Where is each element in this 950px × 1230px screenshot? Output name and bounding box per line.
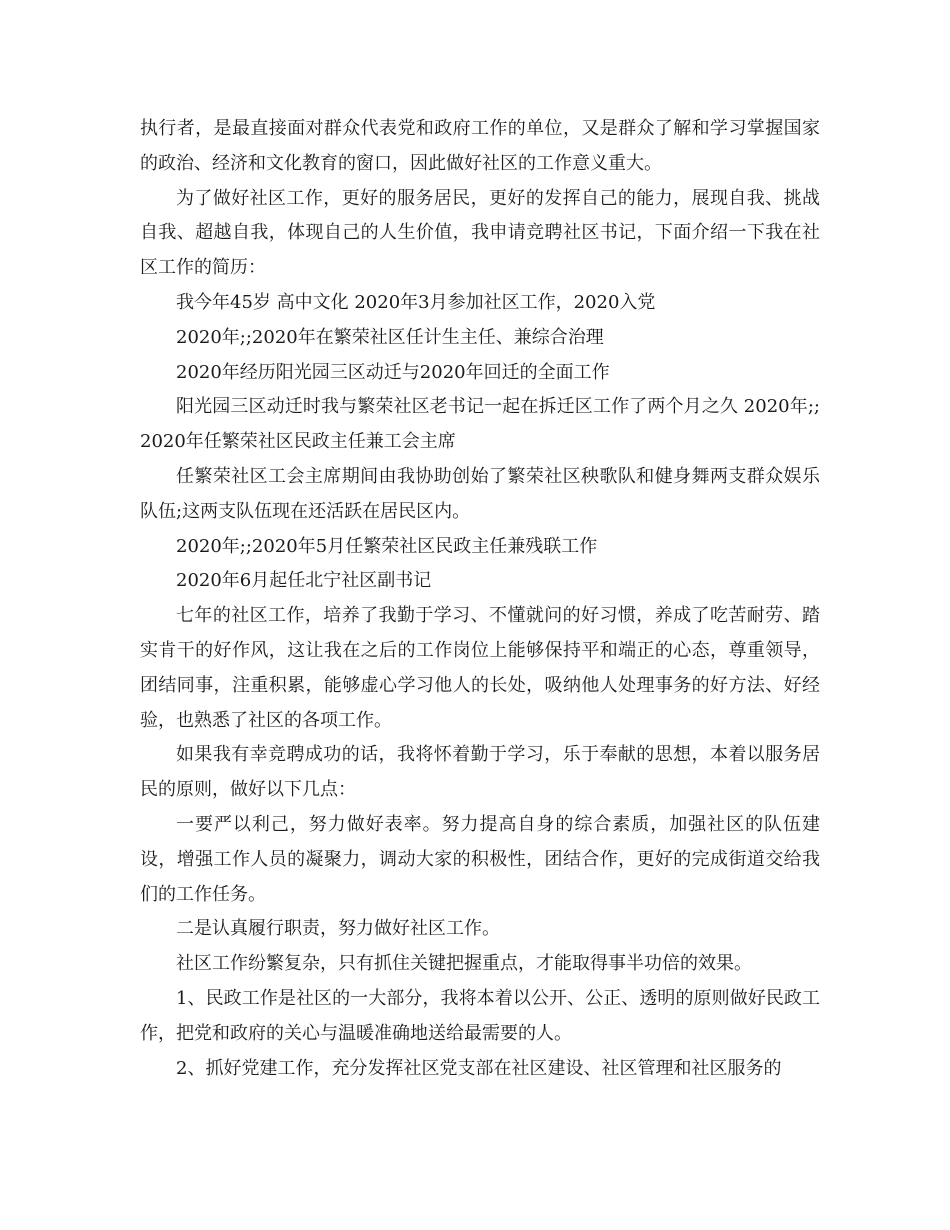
paragraph: 2020年;;2020年在繁荣社区任计生主任、兼综合治理: [176, 326, 604, 348]
paragraph: 二是认真履行职责，努力做好社区工作。: [176, 918, 500, 940]
paragraph: 任繁荣社区工会主席期间由我协助创始了繁荣社区秧歌队和健身舞两支群众娱乐队伍;这两支队伍现在还活跃在居民区内。: [140, 465, 820, 522]
paragraph: 1、民政工作是社区的一大部分，我将本着以公开、公正、透明的原则做好民政工作，把党和政府的关心与温暖准确地送给最需要的人。: [140, 987, 820, 1044]
paragraph: 社区工作纷繁复杂，只有抓住关键把握重点，才能取得事半功倍的效果。: [176, 953, 752, 975]
paragraph: 2020年;;2020年5月任繁荣社区民政主任兼残联工作: [176, 535, 598, 557]
paragraph: 为了做好社区工作，更好的服务居民，更好的发挥自己的能力，展现自我、挑战自我、超越自我，体现自己的人生价值，我申请竞聘社区书记，下面介绍一下我在社区工作的简历：: [140, 187, 820, 279]
paragraph: 阳光园三区动迁时我与繁荣社区老书记一起在拆迁区工作了两个月之久 2020年;;2020年任繁荣社区民政主任兼工会主席: [140, 396, 820, 453]
document-body: [140, 112, 820, 1086]
paragraph: 如果我有幸竞聘成功的话，我将怀着勤于学习，乐于奉献的思想，本着以服务居民的原则，做好以下几点：: [140, 744, 820, 801]
paragraph: 一要严以利己，努力做好表率。努力提高自身的综合素质，加强社区的队伍建设，增强工作人员的凝聚力，调动大家的积极性，团结合作，更好的完成街道交给我们的工作任务。: [140, 813, 820, 905]
paragraph: 2、抓好党建工作，充分发挥社区党支部在社区建设、社区管理和社区服务的: [176, 1057, 782, 1079]
paragraph: 执行者，是最直接面对群众代表党和政府工作的单位，又是群众了解和学习掌握国家的政治、经济和文化教育的窗口，因此做好社区的工作意义重大。: [140, 118, 820, 174]
paragraph: 我今年45岁 高中文化 2020年3月参加社区工作，2020入党: [176, 291, 656, 313]
paragraph: 七年的社区工作，培养了我勤于学习、不懂就问的好习惯，养成了吃苦耐劳、踏实肯干的好作风，这让我在之后的工作岗位上能够保持平和端正的心态，尊重领导，团结同事，注重积累，能够虚心学习他人的长处，吸纳他人处理事务的好方法、好经验，也熟悉了社区的各项工作。: [140, 605, 820, 731]
paragraph: 2020年6月起任北宁社区副书记: [176, 570, 432, 592]
paragraph: 2020年经历阳光园三区动迁与2020年回迁的全面工作: [176, 361, 610, 383]
